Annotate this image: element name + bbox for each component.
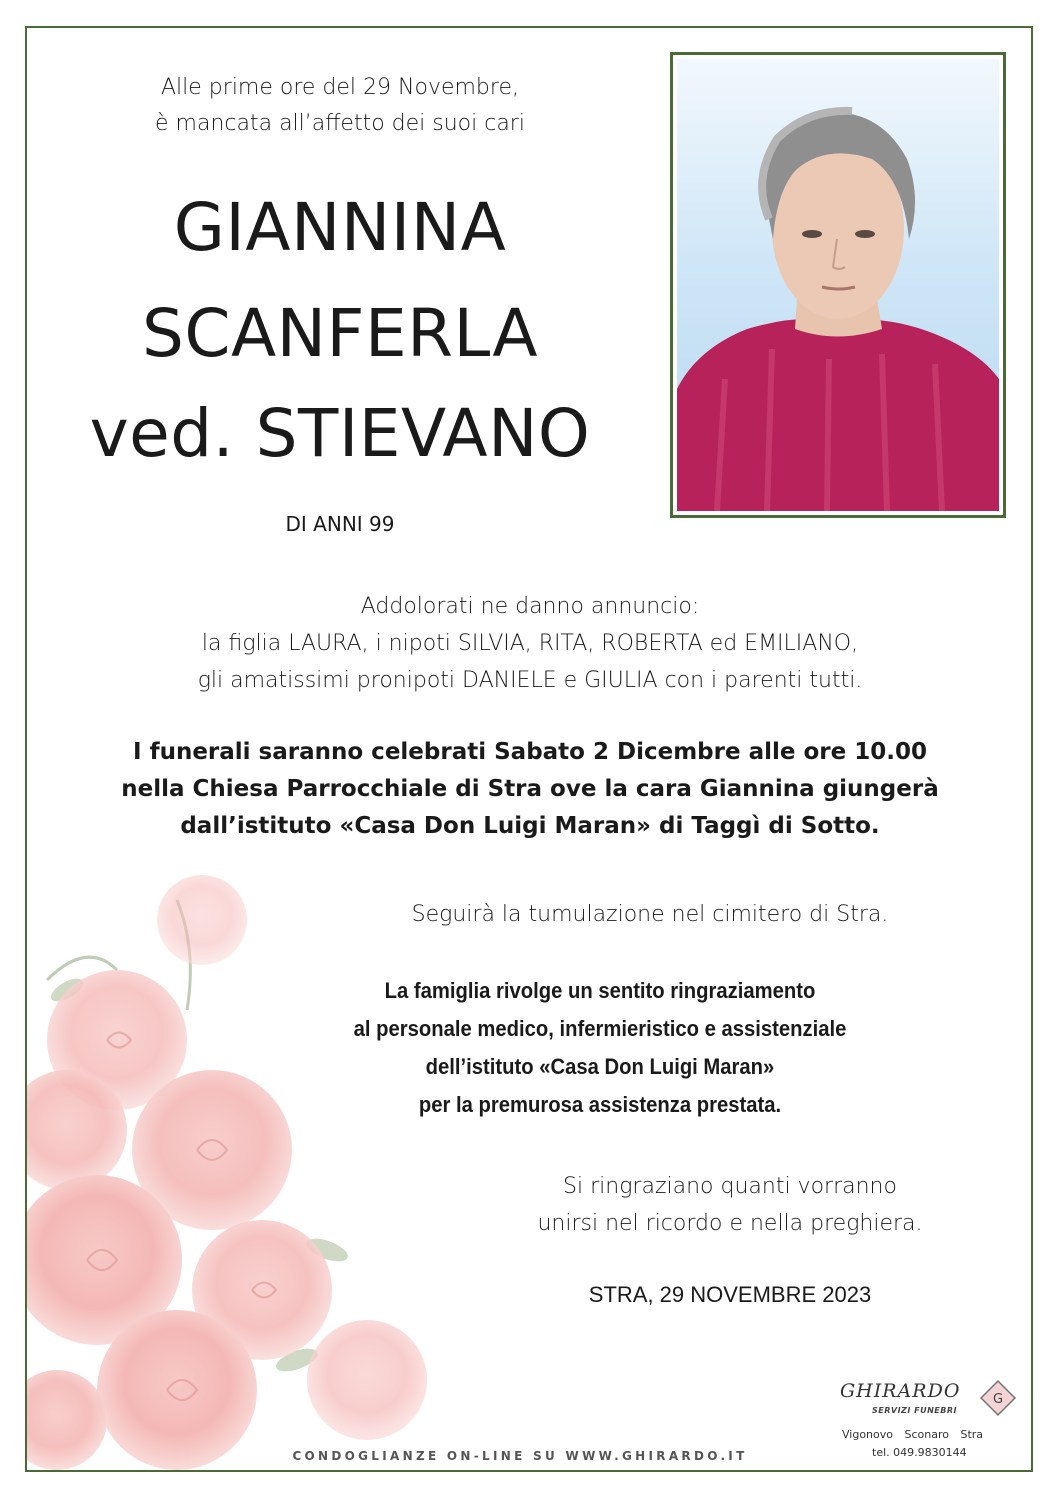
logo-mark-letter: G <box>992 1392 1004 1407</box>
announcement <box>40 588 1020 699</box>
roses-illustration <box>27 860 447 1470</box>
announcement-line-2: la figlia LAURA, i nipoti SILVIA, RITA, ROBERTA ed EMILIANO, <box>201 631 859 656</box>
portrait-frame <box>670 52 1006 518</box>
deceased-widow-of: ved. STIEVANO <box>89 395 591 472</box>
portrait-illustration <box>677 59 999 511</box>
thanks-staff-line-4: per la premurosa assistenza prestata. <box>418 1092 782 1117</box>
thanks-all-line-1: Si ringraziano quanti vorranno <box>563 1174 897 1199</box>
burial-notice: Seguirà la tumulazione nel cimitero di Stra. <box>411 902 889 927</box>
logo-name: GHIRARDO <box>840 1380 961 1402</box>
intro-text <box>60 70 620 142</box>
deceased-first-name: GIANNINA <box>173 189 507 266</box>
logo-phone: tel. 049.9830144 <box>872 1446 967 1459</box>
deceased-last-name: SCANFERLA <box>142 295 538 372</box>
portrait-photo <box>677 59 999 511</box>
thanks-all-line-2: unirsi nel ricordo e nella preghiera. <box>537 1211 923 1236</box>
thanks-all <box>440 1168 1020 1242</box>
logo-subtitle: SERVIZI FUNEBRI <box>872 1406 957 1415</box>
logo-diamond-icon <box>978 1378 1018 1418</box>
announcement-line-3: gli amatissimi pronipoti DANIELE e GIULIA con i parenti tutti. <box>197 668 863 693</box>
roses-decoration <box>27 860 447 1470</box>
thanks-staff-line-2: al personale medico, infermieristico e assistenziale <box>353 1016 847 1041</box>
funeral-line-2: nella Chiesa Parrocchiale di Stra ove la cara Giannina giungerà <box>121 776 939 802</box>
funeral-line-1: I funerali saranno celebrati Sabato 2 Dicembre alle ore 10.00 <box>133 739 927 765</box>
intro-line-1: Alle prime ore del 29 Novembre, <box>161 75 519 100</box>
funeral-details <box>40 734 1020 845</box>
logo-towns: Vigonovo Sconaro Stra <box>842 1428 984 1441</box>
intro-line-2: è mancata all’affetto dei suoi cari <box>155 111 525 136</box>
funeral-line-3: dall’istituto «Casa Don Luigi Maran» di Taggì di Sotto. <box>180 813 880 839</box>
place-and-date: STRA, 29 NOVEMBRE 2023 <box>588 1282 872 1307</box>
deceased-age: DI ANNI 99 <box>285 512 395 536</box>
thanks-staff-line-3: dell’istituto «Casa Don Luigi Maran» <box>425 1054 775 1079</box>
thanks-staff-line-1: La famiglia rivolge un sentito ringraziamento <box>384 978 816 1003</box>
footer-condolences: CONDOGLIANZE ON-LINE SU WWW.GHIRARDO.IT <box>292 1449 748 1463</box>
announcement-line-1: Addolorati ne danno annuncio: <box>360 594 700 619</box>
